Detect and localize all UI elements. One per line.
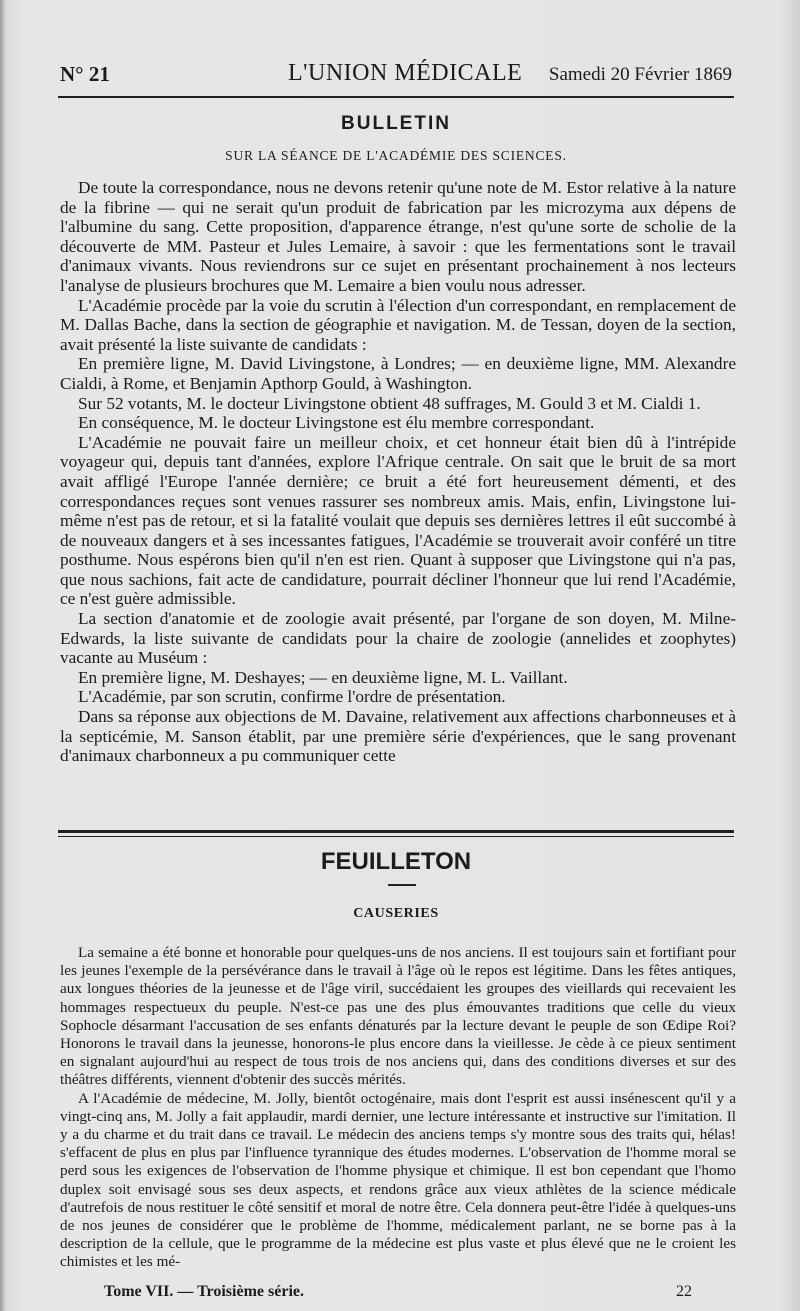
- page-header: [60, 60, 732, 92]
- feuilleton-subtitle: CAUSERIES: [353, 906, 439, 921]
- paragraph: En première ligne, M. Deshayes; — en deuxième ligne, M. L. Vaillant.: [78, 667, 568, 687]
- page-footer: [104, 1283, 704, 1307]
- paragraph: Sur 52 votants, M. le docteur Livingstone obtient 48 suffrages, M. Gould 3 et M. Cialdi 1.: [78, 393, 701, 413]
- paragraph: La semaine a été bonne et honorable pour quelques-uns de nos anciens. Il est toujours sain et fortifiant pour les jeunes l'exemple de la persévérance dans le travail à l'âge où le repos est légitime. Dans les fêtes antiques, aux longues théories de la jeunesse et de l'âge viril, succédaient les groupes des vieillards qui recevaient les hommages respectueux du peuple. N'est-ce pas une des plus émouvantes traditions que celle du vieux Sophocle désarmant l'accusation de ses enfants dénaturés par la lecture devant le peuple de son Œdipe Roi? Honorons le travail dans la jeunesse, honorons-le plus encore dans la vieillesse. Je cède à ce pieux sentiment en signalant aujourd'hui au respect de tous trois de nos anciens qui, dans des conditions diverses et sur des théâtres différents, viennent d'obtenir des succès mérités.: [60, 944, 736, 1089]
- header-rule: [58, 96, 734, 98]
- title-divider: [388, 884, 416, 886]
- feuilleton-rule-thin: [58, 836, 734, 837]
- bulletin-body: [60, 178, 736, 766]
- bulletin-title: BULLETIN: [341, 113, 451, 134]
- feuilleton-body: [60, 944, 736, 1272]
- paragraph: A l'Académie de médecine, M. Jolly, bientôt octogénaire, mais dont l'esprit est aussi insénescent qu'il y a vingt-cinq ans, M. Jolly a fait applaudir, mardi dernier, une lecture intéressante et instructive sur l'imitation. Il y a du charme et du trait dans ce travail. Le médecin des anciens temps s'y montre sous des traits qui, hélas! s'effacent de plus en plus par l'influence tyrannique des études modernes. L'observation de l'homme moral se perd sous les exigences de l'observation de l'homme physique et chimique. Il est bon cependant que l'homo duplex soit envisagé sous ses deux aspects, et rendons grâce aux vieux athlètes de la science médicale d'autrefois de nous restituer le côté sensitif et moral de notre être. Cela donnera peut-être l'idée à quelques-uns de nos jeunes de considérer que le problème de l'homme, médicalement parlant, ne se borne pas à la description de la cellule, que le programme de la médecine est plus vaste et plus élevé que ne le croient les chimistes et les mé-: [60, 1089, 736, 1271]
- feuilleton-title: FEUILLETON: [320, 848, 472, 875]
- paragraph: L'Académie procède par la voie du scrutin à l'élection d'un correspondant, en remplacement de M. Dallas Bache, dans la section de géographie et navigation. M. de Tessan, doyen de la section, avait présenté la liste suivante de candidats :: [60, 295, 736, 354]
- paragraph: L'Académie ne pouvait faire un meilleur choix, et cet honneur était bien dû à l'intrépide voyageur qui, depuis tant d'années, explore l'Afrique centrale. On sait que le bruit de sa mort avait affligé l'Europe l'année dernière; ce bruit a été fort heureusement démenti, et des correspondances reçues sont venues rassurer ses nombreux amis. Mais, enfin, Livingstone lui-même n'est pas de retour, et si la fatalité voulait que depuis ses dernières lettres il eût succombé à de nouveaux dangers et à ses incessantes fatigues, l'Académie se trouverait avoir conféré un titre posthume. Nous espérons bien qu'il n'en est rien. Quant à supposer que Livingstone qui n'a pas, que nous sachions, fait acte de candidature, pourrait décliner l'honneur que lui rend l'Académie, ce n'est guère admissible.: [60, 432, 736, 609]
- issue-number: N° 21: [60, 62, 110, 86]
- paragraph: Dans sa réponse aux objections de M. Davaine, relativement aux affections charbonneuses et à la septicémie, M. Sanson établit, par une première série d'expériences, que le sang provenant d'animaux charbonneux a pu communiquer cette: [60, 707, 736, 766]
- issue-date: Samedi 20 Février 1869: [548, 64, 732, 85]
- paragraph: En conséquence, M. le docteur Livingstone est élu membre correspondant.: [78, 413, 595, 433]
- paragraph: En première ligne, M. David Livingstone, à Londres; — en deuxième ligne, MM. Alexandre Cialdi, à Rome, et Benjamin Apthorp Gould, à Washington.: [60, 354, 736, 393]
- paragraph: La section d'anatomie et de zoologie avait présenté, par l'organe de son doyen, M. Milne-Edwards, la liste suivante de candidats pour la chaire de zoologie (annelides et zoophytes) vacante au Muséum :: [60, 609, 736, 668]
- feuilleton-rule-thick: [58, 830, 734, 833]
- tome-label: Tome VII. — Troisième série.: [104, 1283, 304, 1300]
- page-number: 22: [676, 1283, 692, 1300]
- bulletin-subtitle: SUR LA SÉANCE DE L'ACADÉMIE DES SCIENCES.: [225, 148, 567, 163]
- newspaper-title: L'UNION MÉDICALE: [288, 60, 523, 86]
- paragraph: De toute la correspondance, nous ne devons retenir qu'une note de M. Estor relative à la nature de la fibrine — qui ne serait qu'un produit de fabrication par les microzyma aux dépens de l'albumine du sang. Cette proposition, d'apparence étrange, n'est qu'une sorte de scholie de la découverte de MM. Pasteur et Jules Lemaire, à savoir : que les fermentations sont le travail d'animaux vivants. Nous reviendrons sur ce sujet en présentant prochainement à nos lecteurs l'analyse de plusieurs brochures que M. Lemaire a bien voulu nous adresser.: [60, 178, 736, 295]
- paragraph: L'Académie, par son scrutin, confirme l'ordre de présentation.: [78, 687, 506, 707]
